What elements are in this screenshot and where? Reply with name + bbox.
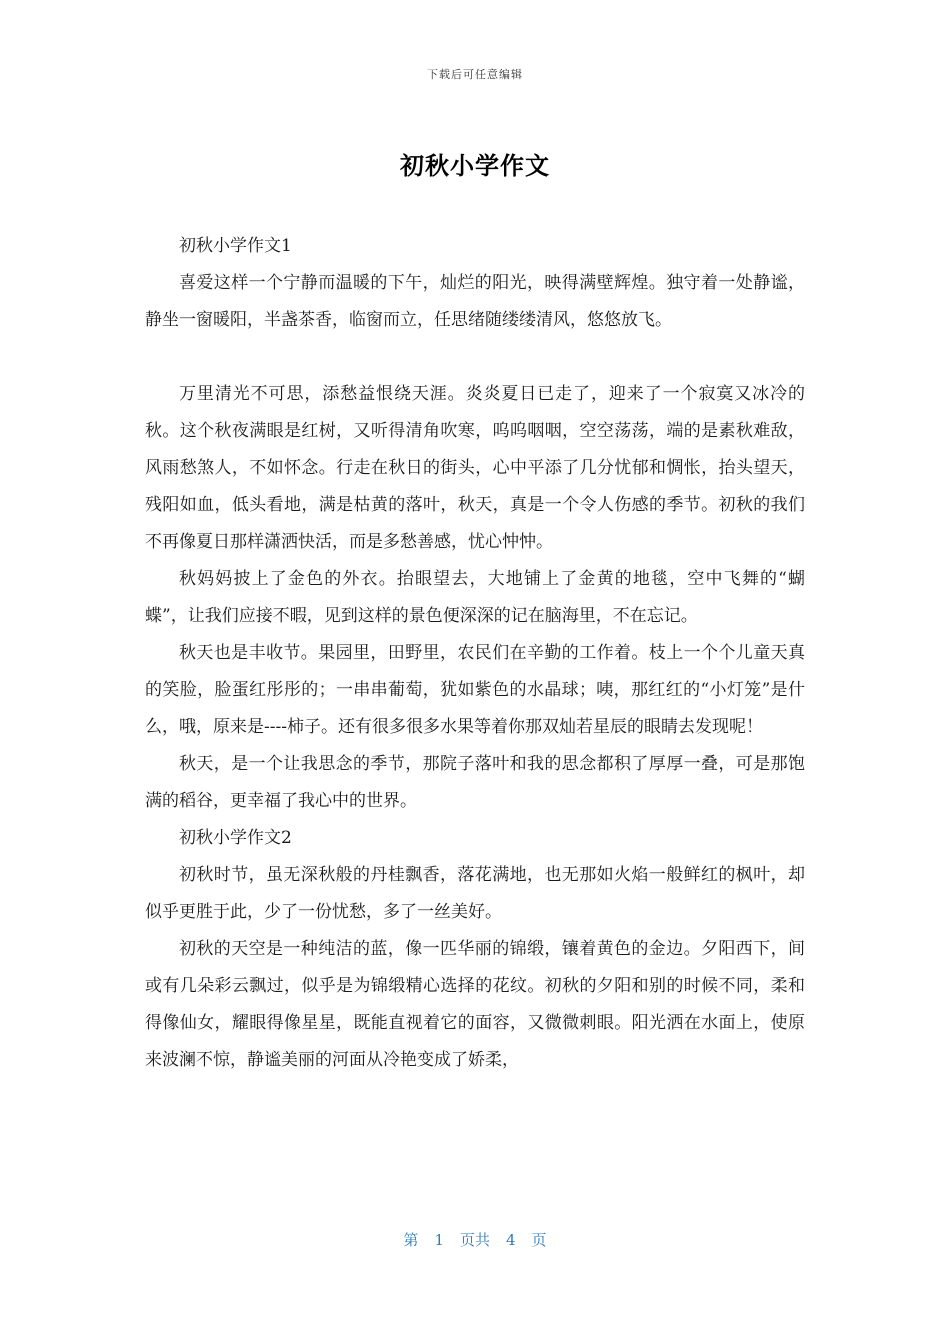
paragraph-3: 秋妈妈披上了金色的外衣。抬眼望去，大地铺上了金黄的地毯，空中飞舞的“蝴蝶”，让我们应接不暇，见到这样的景色便深深的记在脑海里，不在忘记。 xyxy=(145,569,805,626)
section-heading-1: 初秋小学作文1 xyxy=(179,236,292,256)
paragraph-1: 喜爱这样一个宁静而温暖的下午，灿烂的阳光，映得满壁辉煌。独守着一处静谧，静坐一窗暖阳，半盏茶香，临窗而立，任思绪随缕缕清风，悠悠放飞。 xyxy=(145,273,805,330)
footer-middle: 页共 xyxy=(459,1231,490,1249)
paragraph-2: 万里清光不可思，添愁益恨绕天涯。炎炎夏日已走了，迎来了一个寂寞又冰冷的秋。这个秋夜满眼是红树，又听得清角吹寒，呜呜咽咽，空空荡荡，端的是素秋难敌，风雨愁煞人，不如怀念。行走在秋日的街头，心中平添了几分忧郁和惆怅，抬头望天，残阳如血，低头看地，满是枯黄的落叶，秋天，真是一个令人伤感的季节。初秋的我们不再像夏日那样潇洒快活，而是多愁善感，忧心忡忡。 xyxy=(145,384,805,552)
paragraph-5: 秋天，是一个让我思念的季节，那院子落叶和我的思念都积了厚厚一叠，可是那饱满的稻谷，更幸福了我心中的世界。 xyxy=(145,754,805,811)
footer-suffix: 页 xyxy=(531,1231,547,1249)
footer-current-page: 1 xyxy=(434,1231,444,1249)
header-note: 下载后可任意编辑 xyxy=(427,68,523,81)
footer-prefix: 第 xyxy=(403,1231,419,1249)
footer-total-pages: 4 xyxy=(506,1231,516,1249)
paragraph-7: 初秋的天空是一种纯洁的蓝，像一匹华丽的锦缎，镶着黄色的金边。夕阳西下，间或有几朵彩云飘过，似乎是为锦缎精心选择的花纹。初秋的夕阳和别的时候不同，柔和得像仙女，耀眼得像星星，既能直视着它的面容，又微微刺眼。阳光洒在水面上，使原来波澜不惊，静谧美丽的河面从冷艳变成了娇柔， xyxy=(145,939,805,1070)
page-footer xyxy=(0,1229,950,1250)
document-body xyxy=(145,228,805,1079)
section-heading-2: 初秋小学作文2 xyxy=(179,828,292,848)
paragraph-6: 初秋时节，虽无深秋般的丹桂飘香，落花满地，也无那如火焰一般鲜红的枫叶，却似乎更胜于此，少了一份忧愁，多了一丝美好。 xyxy=(145,865,805,922)
paragraph-4: 秋天也是丰收节。果园里，田野里，农民们在辛勤的工作着。枝上一个个儿童天真的笑脸，脸蛋红彤彤的；一串串葡萄，犹如紫色的水晶球；咦，那红红的“小灯笼”是什么，哦，原来是----柿子。还有很多很多水果等着你那双灿若星辰的眼睛去发现呢！ xyxy=(145,643,805,737)
document-title: 初秋小学作文 xyxy=(400,152,550,180)
